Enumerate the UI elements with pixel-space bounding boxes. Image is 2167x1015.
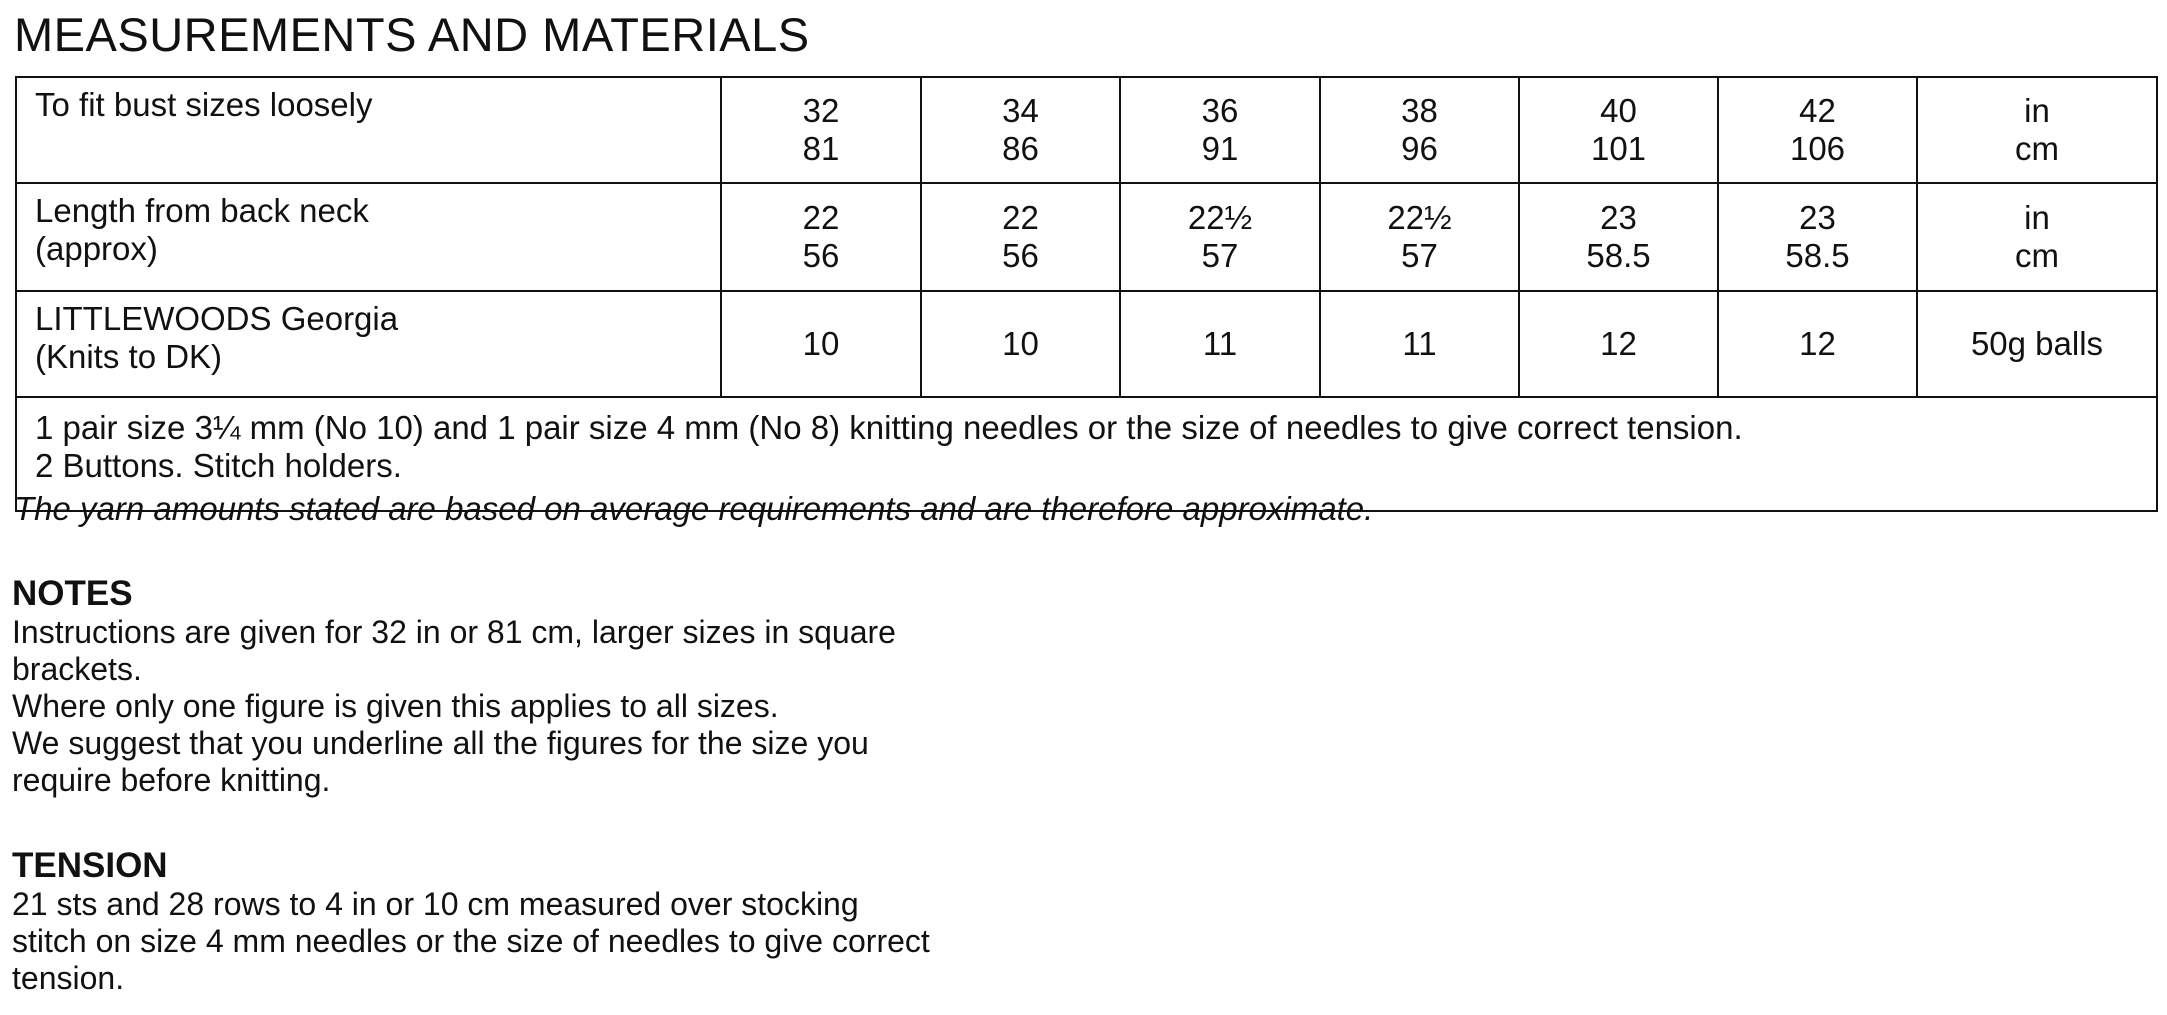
value-inches: 32 — [802, 92, 840, 129]
value-cm: 56 — [802, 237, 840, 274]
tension-line: 21 sts and 28 rows to 4 in or 10 cm measured over stocking — [12, 886, 859, 922]
ball-count: 11 — [1402, 325, 1437, 362]
row-label — [16, 77, 721, 183]
length-cell — [921, 183, 1120, 291]
ball-count: 10 — [802, 325, 840, 362]
unit-inches: in — [2024, 92, 2050, 129]
value-cm: 96 — [1401, 130, 1438, 167]
row-label-line: To fit bust sizes loosely — [35, 86, 373, 123]
unit-cell — [1917, 77, 2157, 183]
size-cell — [1120, 77, 1320, 183]
tension-line: tension. — [12, 960, 125, 996]
size-cell — [921, 77, 1120, 183]
yarn-cell — [721, 291, 921, 397]
size-cell — [1718, 77, 1917, 183]
value-cm: 57 — [1401, 237, 1438, 274]
tension-body — [12, 886, 1112, 997]
value-cm: 81 — [802, 130, 840, 167]
value-cm: 101 — [1590, 130, 1647, 167]
value-inches: 38 — [1401, 92, 1438, 129]
length-cell — [721, 183, 921, 291]
unit-cm: cm — [2015, 130, 2059, 167]
notes-line: Where only one figure is given this applies to all sizes. — [12, 688, 779, 724]
length-cell — [1320, 183, 1519, 291]
tension-section — [12, 846, 1112, 997]
notes-section — [12, 574, 1112, 799]
measurements-table — [15, 76, 2158, 512]
length-cell — [1519, 183, 1718, 291]
ball-count: 12 — [1600, 325, 1637, 362]
value-inches: 22½ — [1187, 199, 1253, 236]
value-inches: 34 — [1002, 92, 1039, 129]
unit-cell — [1917, 291, 2157, 397]
value-inches: 22 — [802, 199, 840, 236]
length-cell — [1120, 183, 1320, 291]
row-label-line: LITTLEWOODS Georgia — [35, 300, 399, 337]
row-label — [16, 183, 721, 291]
row-label-line: Length from back neck — [35, 192, 369, 229]
notes-line: require before knitting. — [12, 762, 331, 798]
value-inches: 40 — [1600, 92, 1637, 129]
materials-line: 1 pair size 3¼ mm (No 10) and 1 pair size 4 mm (No 8) knitting needles or the size of needles to give correct tension. — [35, 409, 1743, 446]
row-label-line: (Knits to DK) — [35, 338, 223, 375]
value-cm: 106 — [1789, 130, 1846, 167]
unit-balls: 50g balls — [1970, 325, 2104, 362]
value-cm: 57 — [1201, 237, 1239, 274]
value-cm: 58.5 — [1785, 237, 1850, 274]
materials-line: 2 Buttons. Stitch holders. — [35, 447, 402, 484]
yarn-cell — [1120, 291, 1320, 397]
notes-line: We suggest that you underline all the figures for the size you — [12, 725, 869, 761]
unit-cm: cm — [2015, 237, 2059, 274]
yarn-cell — [1320, 291, 1519, 397]
notes-heading: NOTES — [12, 574, 133, 613]
value-inches: 22 — [1002, 199, 1039, 236]
value-cm: 86 — [1002, 130, 1039, 167]
unit-inches: in — [2024, 199, 2050, 236]
yarn-cell — [1519, 291, 1718, 397]
value-cm: 91 — [1201, 130, 1239, 167]
tension-heading: TENSION — [12, 846, 168, 885]
ball-count: 11 — [1202, 325, 1238, 362]
value-inches: 23 — [1799, 199, 1836, 236]
value-inches: 22½ — [1387, 199, 1452, 236]
size-cell — [1320, 77, 1519, 183]
bust-size-row — [16, 77, 2157, 183]
notes-line: brackets. — [12, 651, 142, 687]
length-cell — [1718, 183, 1917, 291]
tension-line: stitch on size 4 mm needles or the size of needles to give correct — [12, 923, 930, 959]
ball-count: 12 — [1799, 325, 1836, 362]
size-cell — [1519, 77, 1718, 183]
yarn-cell — [921, 291, 1120, 397]
row-label — [16, 291, 721, 397]
value-cm: 58.5 — [1586, 237, 1651, 274]
value-inches: 36 — [1201, 92, 1239, 129]
length-row — [16, 183, 2157, 291]
notes-body — [12, 614, 1112, 799]
yarn-amount-note: The yarn amounts stated are based on average requirements and are therefore approximate. — [14, 490, 1374, 527]
value-inches: 42 — [1799, 92, 1836, 129]
page-title: MEASUREMENTS AND MATERIALS — [14, 8, 810, 61]
unit-cell — [1917, 183, 2157, 291]
notes-line: Instructions are given for 32 in or 81 cm, larger sizes in square — [12, 614, 896, 650]
yarn-row — [16, 291, 2157, 397]
value-inches: 23 — [1600, 199, 1637, 236]
ball-count: 10 — [1002, 325, 1039, 362]
size-cell — [721, 77, 921, 183]
row-label-line: (approx) — [35, 230, 158, 267]
value-cm: 56 — [1002, 237, 1039, 274]
yarn-cell — [1718, 291, 1917, 397]
